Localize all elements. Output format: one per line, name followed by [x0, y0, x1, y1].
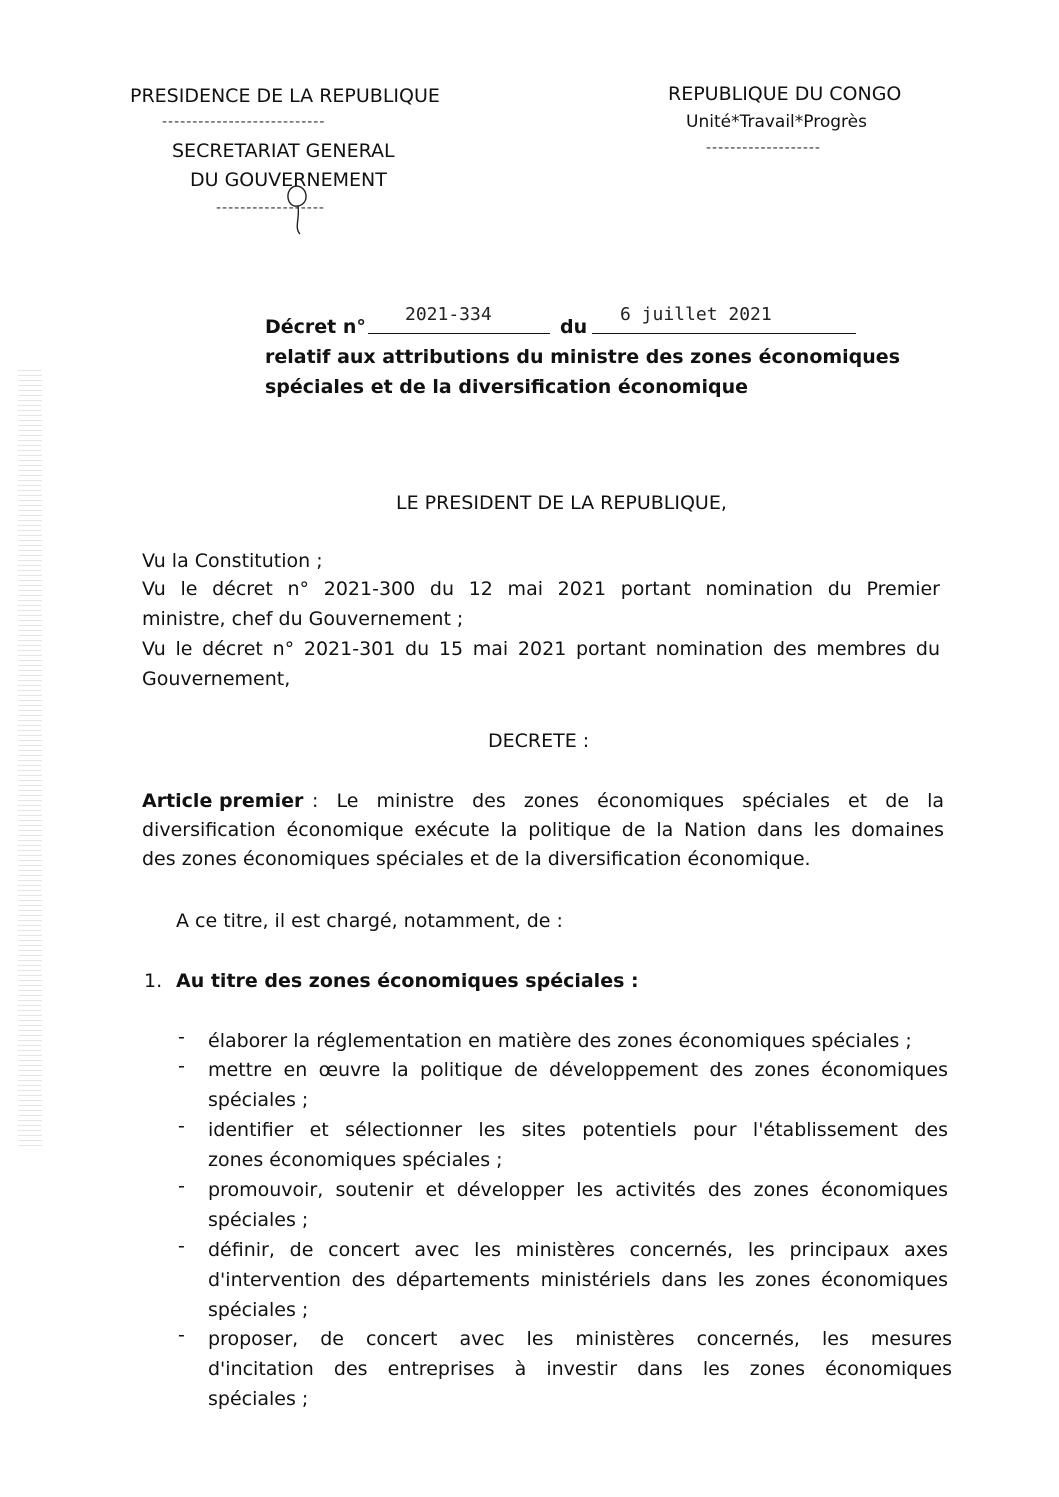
decree-date: 6 juillet 2021: [620, 304, 772, 325]
consideration-decree-300-line-1: Vu le décret n° 2021-300 du 12 mai 2021 portant nomination du Premier: [142, 578, 940, 600]
header-right-separator: -------------------: [706, 140, 821, 156]
list-item-5-line-2: d'intervention des départements ministériels dans les zones économiques: [208, 1269, 948, 1291]
consideration-decree-301-line-1: Vu le décret n° 2021-301 du 15 mai 2021 portant nomination des membres du: [142, 638, 940, 660]
list-item-4-line-2: spéciales ;: [208, 1209, 309, 1231]
scan-margin-artifact: [18, 370, 42, 1150]
bullet-dash: -: [178, 1026, 185, 1048]
article-premier-intro: A ce titre, il est chargé, notamment, de :: [176, 910, 563, 932]
header-motto: Unité*Travail*Progrès: [686, 112, 867, 132]
list-item-6-line-1: proposer, de concert avec les ministères concernés, les mesures: [208, 1328, 952, 1350]
decree-subject-line-2: spéciales et de la diversification économique: [265, 376, 748, 398]
list-item-5-line-3: spéciales ;: [208, 1299, 309, 1321]
article-premier-line-1: : Le ministre des zones économiques spéciales et de la: [312, 790, 944, 812]
issuer-heading: LE PRESIDENT DE LA REPUBLIQUE,: [396, 492, 727, 514]
article-premier-line-2: diversification économique exécute la politique de la Nation dans les domaines: [142, 819, 944, 841]
decree-date-underline: [592, 333, 856, 334]
decree-label: Décret n°: [265, 316, 366, 338]
section-1-number: 1.: [144, 970, 163, 992]
decree-du-label: du: [560, 316, 588, 338]
list-item-1-line-1: élaborer la réglementation en matière des zones économiques spéciales ;: [208, 1030, 912, 1052]
list-item-4-line-1: promouvoir, soutenir et développer les activités des zones économiques: [208, 1179, 948, 1201]
article-premier-label: Article premier: [142, 790, 304, 812]
list-item-2-line-1: mettre en œuvre la politique de développement des zones économiques: [208, 1059, 948, 1081]
header-presidency: PRESIDENCE DE LA REPUBLIQUE: [130, 85, 440, 107]
decree-number: 2021-334: [405, 304, 492, 325]
header-republic: REPUBLIQUE DU CONGO: [668, 83, 902, 105]
list-item-6-line-2: d'incitation des entreprises à investir dans les zones économiques: [208, 1358, 952, 1380]
bullet-dash: -: [178, 1115, 185, 1137]
decree-subject-line-1: relatif aux attributions du ministre des zones économiques: [265, 346, 901, 368]
header-gouvernement: DU GOUVERNEMENT: [190, 169, 387, 191]
bullet-dash: -: [178, 1055, 185, 1077]
list-item-3-line-1: identifier et sélectionner les sites potentiels pour l'établissement des: [208, 1119, 948, 1141]
list-item-6-line-3: spéciales ;: [208, 1388, 309, 1410]
header-left-separator-1: ---------------------------: [162, 114, 326, 130]
list-item-2-line-2: spéciales ;: [208, 1089, 309, 1111]
article-premier-line-3: des zones économiques spéciales et de la diversification économique.: [142, 848, 811, 870]
list-item-5-line-1: définir, de concert avec les ministères concernés, les principaux axes: [208, 1239, 948, 1261]
bullet-dash: -: [178, 1235, 185, 1257]
handwritten-initial-mark: [278, 178, 318, 238]
list-item-3-line-2: zones économiques spéciales ;: [208, 1149, 503, 1171]
decrete-heading: DECRETE :: [488, 730, 590, 752]
header-secretariat: SECRETARIAT GENERAL: [172, 140, 395, 162]
consideration-constitution: Vu la Constitution ;: [142, 550, 323, 572]
decree-number-underline: [368, 333, 550, 334]
section-1-title: Au titre des zones économiques spéciales :: [176, 970, 639, 992]
bullet-dash: -: [178, 1324, 185, 1346]
consideration-decree-300-line-2: ministre, chef du Gouvernement ;: [142, 608, 464, 630]
bullet-dash: -: [178, 1175, 185, 1197]
consideration-decree-301-line-2: Gouvernement,: [142, 668, 291, 690]
header-left-separator-2: ------------------: [216, 200, 325, 216]
